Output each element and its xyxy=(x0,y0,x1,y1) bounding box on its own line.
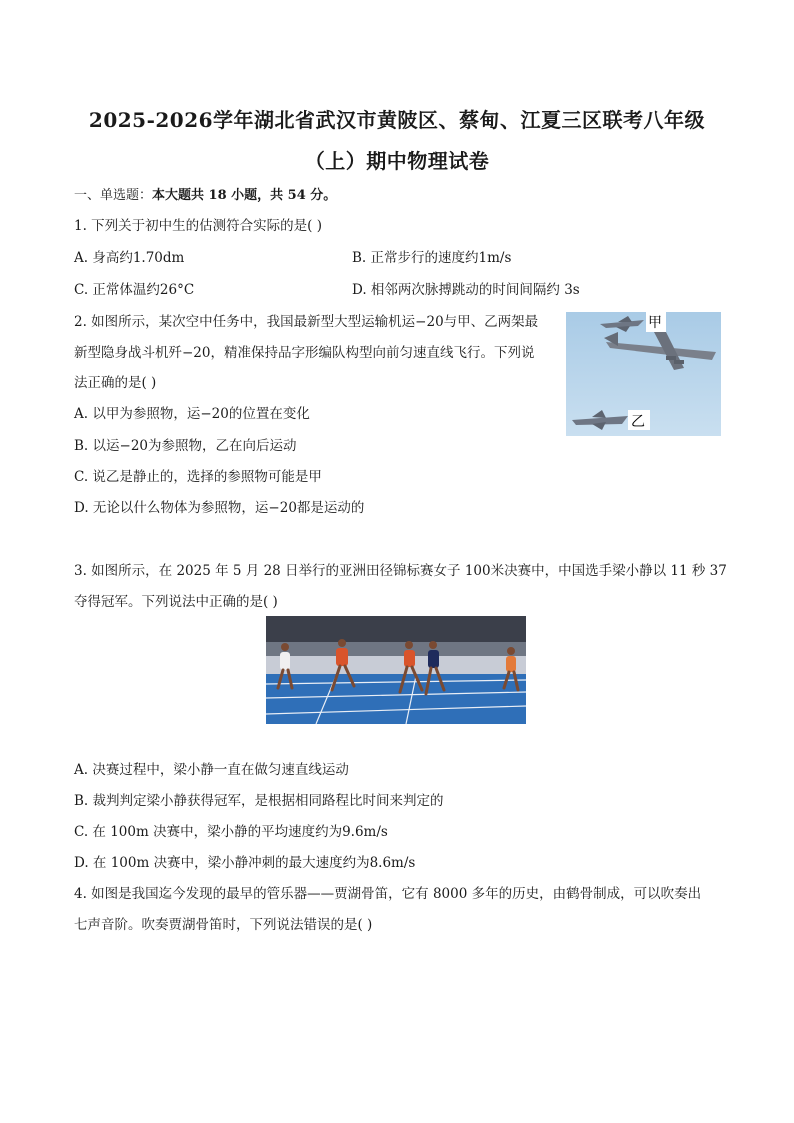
section-info: 本大题共 18 小题，共 54 分。 xyxy=(152,188,337,203)
q1-option-a: A. 身高约1.70dm xyxy=(74,250,185,266)
q1-option-b: B. 正常步行的速度约1m/s xyxy=(352,250,512,266)
q3-stem-line2: 夺得冠军。下列说法中正确的是( ) xyxy=(74,594,278,610)
formation-flight-image xyxy=(566,312,721,436)
figure-label-jia: 甲 xyxy=(648,315,662,331)
q3-option-a: A. 决赛过程中，梁小静一直在做匀速直线运动 xyxy=(74,762,349,778)
q1-option-c: C. 正常体温约26°C xyxy=(74,282,195,298)
q4-stem-line2: 七声音阶。吹奏贾湖骨笛时，下列说法错误的是( ) xyxy=(74,917,373,933)
formation-flight-graphic xyxy=(566,312,721,436)
exam-title-line1: 2025-2026学年湖北省武汉市黄陂区、蔡甸、江夏三区联考八年级 xyxy=(88,108,706,132)
q2-option-b: B. 以运−20为参照物，乙在向后运动 xyxy=(74,438,297,454)
sprint-race-image xyxy=(266,616,526,724)
q3-option-d: D. 在 100m 决赛中，梁小静冲刺的最大速度约为8.6m/s xyxy=(74,855,416,871)
q2-option-a: A. 以甲为参照物，运−20的位置在变化 xyxy=(74,406,310,422)
q2-option-c: C. 说乙是静止的，选择的参照物可能是甲 xyxy=(74,469,322,485)
section-heading xyxy=(74,186,336,206)
exam-title-line2: （上）期中物理试卷 xyxy=(304,149,490,173)
section-prefix: 一、单选题： xyxy=(74,188,153,203)
figure-label-yi: 乙 xyxy=(631,414,645,430)
q3-stem-line1: 3. 如图所示，在 2025 年 5 月 28 日举行的亚洲田径锦标赛女子 100米决赛中，中国选手梁小静以 11 秒 37 xyxy=(74,563,727,579)
q1-option-d: D. 相邻两次脉搏跳动的时间间隔约 3s xyxy=(352,282,580,298)
q2-stem-line1: 2. 如图所示，某次空中任务中，我国最新型大型运输机运−20与甲、乙两架最 xyxy=(74,314,539,330)
q3-option-c: C. 在 100m 决赛中，梁小静的平均速度约为9.6m/s xyxy=(74,824,388,840)
q2-stem-line3: 法正确的是( ) xyxy=(74,375,157,391)
q2-stem-line2: 新型隐身战斗机歼−20，精准保持品字形编队构型向前匀速直线飞行。下列说 xyxy=(74,345,535,361)
q3-option-b: B. 裁判判定梁小静获得冠军，是根据相同路程比时间来判定的 xyxy=(74,793,444,809)
q4-stem-line1: 4. 如图是我国迄今发现的最早的管乐器——贾湖骨笛，它有 8000 多年的历史，由鹤骨制成，可以吹奏出 xyxy=(74,886,702,902)
q1-stem: 1. 下列关于初中生的估测符合实际的是( ) xyxy=(74,218,322,234)
sprint-race-graphic xyxy=(266,616,526,724)
q2-option-d: D. 无论以什么物体为参照物，运−20都是运动的 xyxy=(74,500,365,516)
